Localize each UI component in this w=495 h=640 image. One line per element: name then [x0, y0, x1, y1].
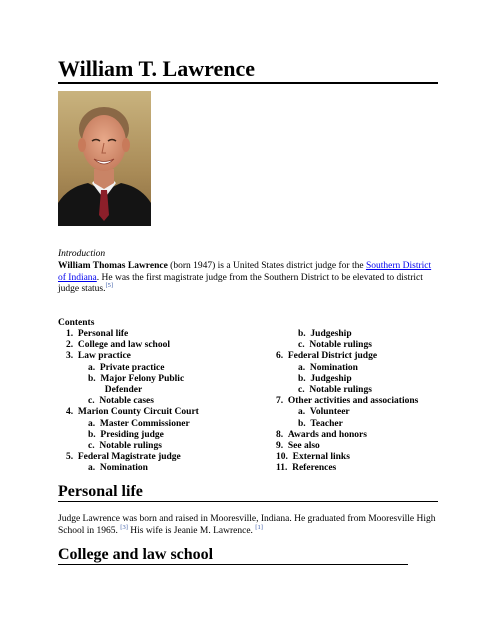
toc-item-label: See also — [287, 441, 320, 452]
personal-life-text-2: His wife is Jeanie M. Lawrence. — [127, 525, 256, 536]
citation-ref[interactable]: [3] — [120, 523, 128, 531]
toc-item[interactable] — [66, 351, 199, 362]
toc-item-label: Notable rulings — [309, 385, 372, 396]
toc-item[interactable] — [276, 430, 418, 441]
toc-item-number: c. — [88, 396, 95, 407]
toc-item[interactable] — [276, 396, 418, 407]
toc-item-number: b. — [298, 418, 306, 429]
toc-item-label: Judgeship — [310, 373, 352, 384]
toc-item[interactable] — [276, 407, 418, 418]
toc-item[interactable] — [66, 430, 199, 441]
toc-item-label: Master Commissioner — [99, 418, 190, 429]
toc-item-number: 5. — [66, 452, 74, 463]
toc-item[interactable] — [66, 419, 199, 430]
toc-item[interactable] — [276, 340, 418, 351]
toc-item-number: a. — [88, 418, 96, 429]
toc-item-label: External links — [292, 452, 350, 463]
subject-name: William Thomas Lawrence — [58, 261, 168, 271]
toc-item-label: Federal District judge — [287, 351, 378, 362]
toc-item[interactable] — [66, 363, 199, 374]
toc-item[interactable] — [66, 329, 199, 340]
toc-item[interactable] — [66, 407, 199, 418]
toc-item-number: 4. — [66, 407, 74, 418]
toc-item-number: 1. — [66, 329, 74, 339]
toc-item[interactable] — [276, 463, 418, 474]
toc-item-label: Major Felony Public — [100, 373, 185, 384]
toc-item-label: Personal life — [77, 329, 129, 339]
toc-item-label: Marion County Circuit Court — [77, 407, 199, 418]
toc-item-number: 3. — [66, 351, 74, 362]
toc-item-label: Judgeship — [310, 329, 352, 339]
personal-life-text-1: Judge Lawrence was born and raised in Mooresville, Indiana. He graduated from Mooresville High School in 1965. — [58, 514, 436, 536]
toc-item-number: 2. — [66, 340, 74, 351]
portrait-photo — [58, 91, 151, 226]
toc-item-number: 11. — [276, 463, 288, 474]
intro-text-2: . He was the first magistrate judge from the Southern District to be elevated to district judge status. — [58, 272, 423, 294]
toc-item-number: a. — [298, 362, 306, 373]
toc-item-label: Notable rulings — [99, 441, 162, 452]
toc-item-number: a. — [88, 362, 96, 373]
toc-item-label: College and law school — [77, 340, 170, 351]
toc-item-label: Law practice — [77, 351, 131, 362]
toc-right-column — [276, 329, 418, 475]
toc-item[interactable] — [66, 340, 199, 351]
toc-item-label: Teacher — [310, 418, 343, 429]
toc-item-number: b. — [88, 429, 96, 440]
toc-item[interactable] — [276, 374, 418, 385]
toc-item[interactable] — [66, 463, 199, 474]
contents-label: Contents — [58, 318, 95, 328]
toc-item-label: Other activities and associations — [287, 396, 419, 407]
personal-life-paragraph — [58, 514, 438, 537]
intro-paragraph — [58, 261, 438, 296]
intro-text-1: (born 1947) is a United States district judge for the — [167, 261, 366, 271]
section-heading-college: College and law school — [58, 545, 408, 565]
toc-item[interactable] — [276, 363, 418, 374]
southern-district-link[interactable]: Southern District of Indiana — [58, 261, 432, 283]
section-heading-personal-life: Personal life — [58, 482, 438, 502]
toc-item-number: c. — [298, 385, 305, 396]
toc-item-number: a. — [298, 407, 306, 418]
toc-item[interactable] — [66, 385, 199, 396]
toc-item-number: a. — [88, 463, 96, 474]
citation-ref[interactable]: [5] — [105, 281, 114, 289]
toc-item-number: b. — [298, 329, 306, 339]
toc-item[interactable] — [66, 396, 199, 407]
page-title: William T. Lawrence — [58, 56, 438, 84]
toc-item-label: Defender — [104, 385, 143, 396]
toc-item[interactable] — [276, 351, 418, 362]
toc-left-column — [66, 329, 199, 475]
intro-label: Introduction — [58, 249, 106, 259]
toc-item[interactable] — [66, 452, 199, 463]
toc-item-number: b. — [298, 373, 306, 384]
toc-item[interactable] — [66, 441, 199, 452]
toc-item[interactable] — [66, 374, 199, 385]
toc-item[interactable] — [276, 385, 418, 396]
toc-item-label: Notable rulings — [309, 340, 372, 351]
toc-item-label: References — [292, 463, 337, 474]
toc-item-number: c. — [298, 340, 305, 351]
toc-item-number: 8. — [276, 429, 284, 440]
toc-item-label: Nomination — [309, 362, 358, 373]
toc-item-number: b. — [88, 373, 96, 384]
toc-item[interactable] — [276, 452, 418, 463]
toc-item-label: Presiding judge — [100, 429, 164, 440]
toc-item-label: Volunteer — [309, 407, 350, 418]
toc-item-number: 10. — [276, 452, 288, 463]
citation-ref[interactable]: [1] — [255, 523, 263, 531]
toc-item-label: Federal Magistrate judge — [77, 452, 181, 463]
toc-item[interactable] — [276, 419, 418, 430]
toc-item-number: c. — [88, 441, 95, 452]
toc-item-number: 6. — [276, 351, 284, 362]
toc-item-label: Private practice — [99, 362, 165, 373]
toc-item[interactable] — [276, 441, 418, 452]
toc-item-label: Awards and honors — [287, 429, 367, 440]
toc-item[interactable] — [276, 329, 418, 340]
toc-item-number: 7. — [276, 396, 284, 407]
toc-item-number: 9. — [276, 441, 284, 452]
toc-item-label: Nomination — [99, 463, 148, 474]
toc-item-label: Notable cases — [99, 396, 154, 407]
